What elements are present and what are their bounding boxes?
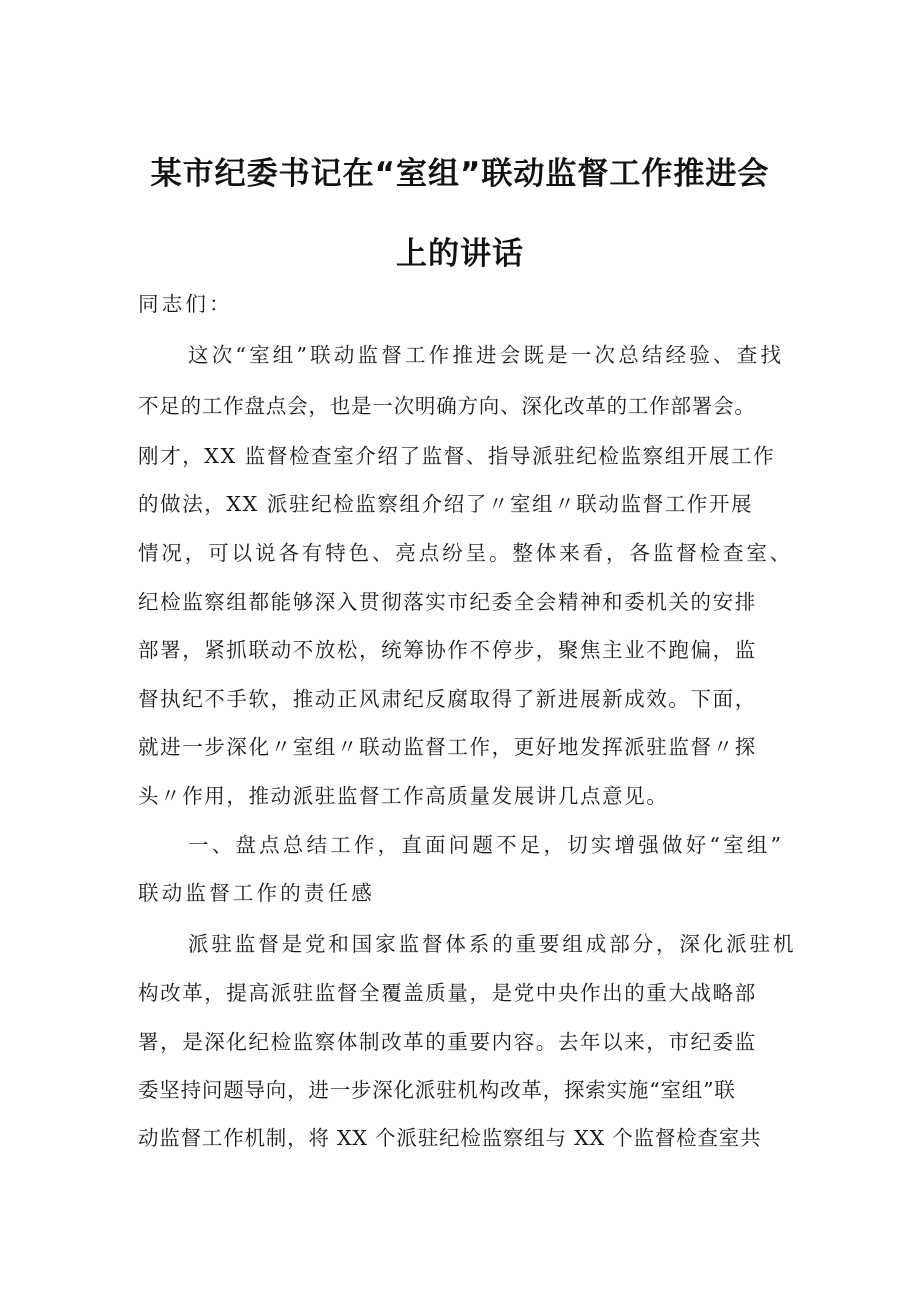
section-heading-1-line-2: 联动监督工作的责任感 xyxy=(138,881,375,905)
body-line-11: 派驻监督是党和国家监督体系的重要组成部分，深化派驻机 xyxy=(188,932,797,956)
body-line-14: 委坚持问题导向，进一步深化派驻机构改革，探索实施“室组”联 xyxy=(138,1078,736,1102)
body-line-8: 督执纪不手软，推动正风肃纪反腐取得了新进展新成效。下面， xyxy=(138,687,757,711)
body-line-9: 就进一步深化〃室组〃联动监督工作，更好地发挥派驻监督〃探 xyxy=(138,735,757,759)
body-line-7: 部署，紧抓联动不放松，统筹协作不停步，聚焦主业不跑偏，监 xyxy=(138,638,757,662)
body-line-13: 署，是深化纪检监察体制改革的重要内容。去年以来，市纪委监 xyxy=(138,1030,757,1054)
body-line-6: 纪检监察组都能够深入贯彻落实市纪委全会精神和委机关的安排 xyxy=(138,590,757,614)
body-line-5: 情况，可以说各有特色、亮点纷呈。整体来看，各监督检查室、 xyxy=(138,541,794,565)
body-line-12: 构改革，提高派驻监督全覆盖质量，是党中央作出的重大战略部 xyxy=(138,981,757,1005)
body-line-1: 这次“室组”联动监督工作推进会既是一次总结经验、查找 xyxy=(188,343,785,367)
body-line-15: 动监督工作机制，将 XX 个派驻纪检监察组与 XX 个监督检查室共 xyxy=(138,1126,762,1150)
section-heading-1-line-1: 一、盘点总结工作，直面问题不足，切实增强做好“室组” xyxy=(188,833,785,857)
body-line-4: 的做法，XX 派驻纪检监察组介绍了〃室组〃联动监督工作开展 xyxy=(138,492,754,516)
salutation: 同志们： xyxy=(138,292,233,316)
document-title-line-1: 某市纪委书记在“室组”联动监督工作推进会 xyxy=(150,156,770,192)
document-title-line-2: 上的讲话 xyxy=(396,236,524,272)
body-line-10: 头〃作用，推动派驻监督工作高质量发展讲几点意见。 xyxy=(138,784,669,808)
body-line-3: 刚才，XX 监督检查室介绍了监督、指导派驻纪检监察组开展工作 xyxy=(138,444,776,468)
body-line-2: 不足的工作盘点会，也是一次明确方向、深化改革的工作部署会。 xyxy=(138,394,756,418)
